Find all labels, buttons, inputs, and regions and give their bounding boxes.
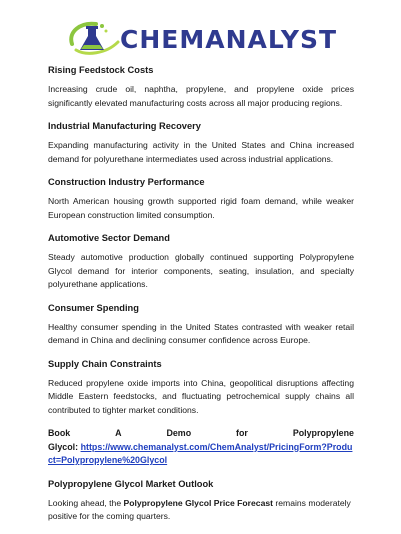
outlook-paragraph (48, 497, 354, 524)
book-demo-link-line-2 (48, 454, 354, 468)
section-paragraph: Healthy consumer spending in the United States contrasted with weaker retail demand in China and declining consumer confidence across Europe. (48, 321, 354, 345)
section-paragraph: Expanding manufacturing activity in the United States and China increased demand for polyurethane intermediates used across industrial applications. (48, 140, 354, 164)
book-word: Book (48, 428, 71, 438)
book-word: Polypropylene (292, 428, 354, 438)
outlook-text-start: Looking ahead, the (48, 497, 124, 508)
flask-icon (66, 18, 122, 58)
section-heading: Rising Feedstock Costs (48, 65, 154, 75)
section-paragraph: Increasing crude oil, naphtha, propylene, and propylene oxide prices significantly elevated manufacturing costs across all major producing regions. (48, 84, 354, 108)
section-heading: Construction Industry Performance (48, 177, 205, 187)
section-paragraph: North American housing growth supported rigid foam demand, while weaker European construction limited consumption. (48, 196, 354, 220)
section-heading: Consumer Spending (48, 302, 139, 313)
chemanalyst-logo (66, 18, 336, 58)
book-demo-link-line (48, 441, 354, 455)
outlook-text-end: remains moderately positive for the coming quarters. (48, 497, 351, 521)
logo-suffix: ANALYST (205, 25, 338, 54)
outlook-heading: Polypropylene Glycol Market Outlook (48, 478, 214, 489)
book-demo-block (48, 427, 354, 468)
book-prefix: Glycol: (48, 441, 81, 452)
pricing-form-link[interactable]: https://www.chemanalyst.com/ChemAnalyst/PricingForm?Produ (80, 441, 353, 452)
section-heading: Supply Chain Constraints (48, 358, 162, 369)
book-demo-line (48, 427, 354, 441)
book-word: for (236, 428, 248, 438)
logo-prefix: CHEM (120, 25, 206, 54)
section-paragraph: Reduced propylene oxide imports into China, geopolitical disruptions affecting Middle Eastern feedstocks, and fluctuating petrochemical supply chains all contributed to tighter market conditions. (48, 377, 354, 415)
price-forecast-phrase: Polypropylene Glycol Price Forecast (123, 497, 273, 508)
section-paragraph: Steady automotive production globally continued supporting Polypropylene Glycol demand for interior components, seating, insulation, and specialty polyurethane applications. (48, 252, 354, 289)
section-heading: Industrial Manufacturing Recovery (48, 121, 201, 131)
book-word: Demo (166, 428, 192, 438)
article-body (48, 64, 354, 534)
logo-wordmark (120, 26, 337, 54)
section-heading: Automotive Sector Demand (48, 233, 170, 243)
pricing-form-link-cont[interactable]: ct=Polypropylene%20Glycol (48, 455, 168, 465)
book-word: A (115, 428, 122, 438)
